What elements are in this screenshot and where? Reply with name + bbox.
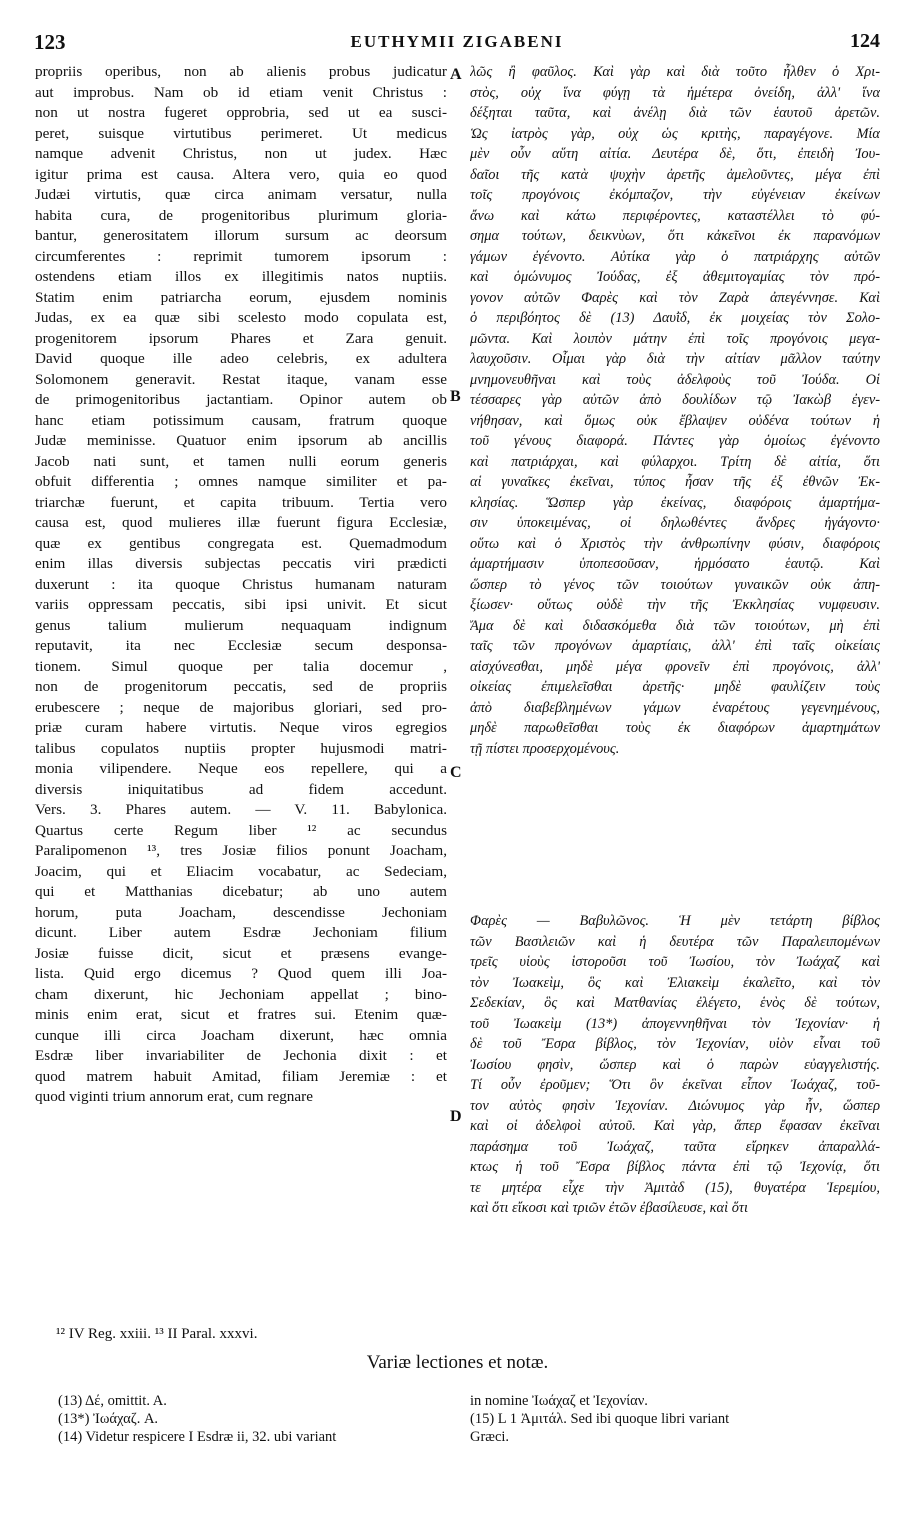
latin-text-line: quod matrem habuit Amitad, filiam Jeremiæ : et [35, 1067, 447, 1085]
notes-left-column [58, 1392, 458, 1446]
latin-text-line: Paralipomenon ¹³, tres Josiæ filios ponunt Joacham, [35, 842, 447, 859]
latin-text-line: tionem. Simul quoque per talia docemur , [35, 657, 447, 675]
greek-text-line: μηδὲ παρωθεῖσθαι τοὺς ἐκ διαφόρων ἁμαρτημάτων [470, 720, 880, 736]
greek-text-line: αἰσχύνεσθαι, μηδὲ μέγα φρονεῖν ἐπὶ προγόνοις, ἀλλ' [470, 658, 880, 675]
note-line: (15) L 1 Ἀμιτάλ. Sed ibi quoque libri variant [470, 1411, 730, 1427]
greek-text-line: τῇ πίστει προσερχομένους. [470, 740, 620, 757]
greek-text-line: τοῦ Ἰωακεὶμ (13*) ἀπογεννηθῆναι τὸν Ἰεχονίαν· ἡ [470, 1015, 880, 1032]
latin-text-line: habita cura, de progenitoribus plurimum gloria- [35, 206, 447, 224]
greek-text-line: ἄνω καὶ κάτω περιφέροντες, καταστέλλει τὸ φύ- [470, 207, 880, 224]
greek-text-line: Σεδεκίαν, ὃς καὶ Ματθανίας ἐλέγετο, ἑνὸς δὲ τούτων, [470, 995, 880, 1011]
latin-text-line: Judæi virtutis, quæ circa animam versatur, nulla [35, 186, 447, 203]
margin-marker-d: D [450, 1108, 462, 1125]
greek-text-line: τῶν Βασιλειῶν καὶ ἡ δευτέρα τῶν Παραλειπομένων [470, 933, 880, 950]
latin-text-line: monia vilipendere. Neque eos repellere, qui a [35, 760, 447, 777]
greek-text-line: παράσημα τοῦ Ἰωάχαζ, ταῦτα εἴρηκεν ἀπαραλλά- [470, 1138, 880, 1155]
greek-text-line: δέξηται ταῦτα, καὶ ἀνέλῃ διὰ τῶν ἑαυτοῦ ἀρετῶν. [470, 105, 880, 121]
greek-text-line: ὥσπερ τὸ γένος τῶν τοιούτων γυναικῶν οὐκ ἀπη- [470, 576, 880, 593]
margin-marker-c: C [450, 764, 462, 781]
latin-text-line: circumferentes : reprimit tumorem ipsorum : [35, 247, 447, 265]
latin-text-line: quod viginti trium annorum erat, cum regnare [35, 1088, 313, 1105]
latin-text-line: progenitorem ipsorum Phares et Zara genuit. [35, 329, 447, 347]
latin-text-line: dicunt. Liber autem Esdræ Jechoniam filium [35, 924, 447, 941]
latin-text-line: obfuit differentia ; omnes namque similiter et pa- [35, 473, 447, 490]
running-title: EUTHYMII ZIGABENI [350, 32, 564, 51]
greek-text-line: ταῖς τῶν προγόνων ἁμαρτίαις, ἀλλ' ἐπὶ ταῖς οἰκείαις [470, 638, 880, 654]
notes-right-column [470, 1392, 880, 1446]
greek-text-line: Φαρὲς — Βαβυλῶνος. Ἡ μὲν τετάρτη βίβλος [470, 913, 880, 929]
greek-text-line: νήθησαν, καὶ ὅμως οὐκ ἔβλαψεν οὐδένα τούτων ἡ [470, 412, 880, 429]
greek-text-line: στὸς, οὐχ ἵνα φύγῃ τὰ ἡμέτερα ὀνείδη, ἀλλ' ἵνα [470, 84, 880, 101]
greek-text-line: ἀπὸ διαβεβλημένων γάμων ἐναρέτους γεγενημένους, [470, 699, 880, 716]
greek-column-top [470, 62, 880, 759]
greek-column-bottom [470, 911, 880, 1219]
greek-text-line: οἰκείας ἐπιμελεῖσθαι ἀρετῆς· μηδὲ φαυλίζειν τοὺς [470, 679, 880, 695]
greek-text-line: τέσσαρες γὰρ αὐτῶν ἀπὸ δουλίδων τῷ Ἰακὼβ ἐγεν- [470, 392, 880, 408]
greek-text-line: τοῦ γένους διαφορά. Πάντες γὰρ ὁμοίως ἐγένοντο [470, 433, 880, 449]
margin-marker-b: B [450, 388, 461, 405]
latin-text-line: enim illas diversis subjectas peccatis viri prædicti [35, 555, 447, 572]
latin-text-line: talibus copulatos nuptiis propter hujusmodi matri- [35, 739, 447, 757]
latin-text-line: Quartus certe Regum liber ¹² ac secundus [35, 821, 447, 839]
latin-text-line: non de progenitorum peccatis, sed de propriis [35, 678, 447, 695]
latin-text-line: namque advenit Christus, non ut judex. Hæc [35, 145, 447, 162]
latin-text-line: causa est, quod mulieres illæ fuerunt figura Ecclesiæ, [35, 514, 447, 531]
greek-text-line: καὶ ὁμώνυμος Ἰούδας, ἐξ ἀθεμιτογαμίας τὸν πρό- [470, 269, 880, 285]
latin-text-line: peret, suisque virtutibus perimeret. Ut medicus [35, 124, 447, 142]
greek-text-line: μνημονευθῆναι καὶ τοὺς ἀδελφοὺς τοῦ Ἰούδα. Οἱ [470, 371, 880, 388]
greek-text-line: Τί οὖν ἐροῦμεν; Ὅτι ὃν ἐκεῖναι εἶπον Ἰωάχαζ, τοῦ- [470, 1077, 880, 1093]
greek-text-line: καὶ οἱ ἀδελφοὶ αὐτοῦ. Καὶ γὰρ, ἅπερ ἔφασαν ἐκεῖναι [470, 1118, 880, 1134]
note-line: (14) Videtur respicere I Esdræ ii, 32. ubi variant [58, 1429, 337, 1445]
greek-text-line: μῶντα. Καὶ λοιπὸν μάτην ἐπὶ τοῖς προγόνοις μεγα- [470, 330, 880, 347]
notes-title: Variæ lectiones et notæ. [366, 1352, 549, 1373]
latin-text-line: Joacim, qui et Eliacim vocabatur, ac Sedeciam, [35, 862, 447, 880]
latin-text-line: de primogenitoribus jactantiam. Opinor autem ob [35, 391, 447, 408]
latin-text-line: horum, puta Joacham, descendisse Jechoniam [35, 903, 447, 921]
latin-text-line: aut improbus. Nam ob id etiam venit Christus : [35, 83, 447, 101]
latin-text-line: genus talium mulierum nequaquam indignum [35, 616, 447, 634]
note-line: Græci. [470, 1429, 510, 1445]
greek-text-line: δαῖοι τῆς κατὰ ψυχὴν ἀρετῆς ἀμελοῦντες, μέγα ἐπὶ [470, 166, 880, 183]
latin-text-line: variis oppressam peccatis, sibi ipsi univit. Et sicut [35, 596, 447, 613]
latin-text-line: minis enim erat, sicut et fratres sui. Etenim quæ- [35, 1006, 447, 1023]
latin-text-line: non ut nostra fugeret opprobria, sed ut ea susci- [35, 104, 447, 121]
latin-text-line: Josiæ fuisse dicit, sicut et præsens evange- [35, 944, 447, 962]
footnote-references: ¹² IV Reg. xxiii. ¹³ II Paral. xxxvi. [56, 1326, 258, 1342]
latin-text-line: duxerunt : ita quoque Christus humanam naturam [35, 575, 447, 593]
greek-text-line: γάμων ἐγένοντο. Αὐτίκα γὰρ ὁ πατριάρχης αὐτῶν [470, 248, 880, 265]
latin-text-line: propriis operibus, non ab alienis probus judicatur [35, 63, 447, 80]
greek-text-line: τρεῖς υἱοὺς ἱστοροῦσι τοῦ Ἰωσίου, τὸν Ἰωάχαζ καὶ [470, 954, 880, 970]
greek-text-line: Ὡς ἰατρὸς γὰρ, οὐχ ὡς κριτὴς, παραγέγονε. Μία [470, 125, 880, 142]
greek-text-line: δὲ τοῦ Ἔσρα βίβλος, τὸν Ἰεχονίαν, υἱὸν εἶναι τοῦ [470, 1036, 880, 1052]
greek-text-line: λῶς ἢ φαῦλος. Καὶ γὰρ καὶ διὰ τοῦτο ἦλθεν ὁ Χρι- [470, 64, 880, 80]
greek-text-line: αἱ γυναῖκες ἐκεῖναι, τύπος ἦσαν τῆς ἐξ ἐθνῶν Ἐκ- [470, 474, 880, 490]
greek-text-line: τον αὐτὸς φησὶν Ἰεχονίαν. Διώνυμος γὰρ ἦν, ὥσπερ [470, 1097, 880, 1114]
greek-text-line: σημα τούτων, δεικνὺων, ὅτι κἀκεῖνοι ἐκ παρανόμων [470, 228, 880, 244]
latin-text-line: triarchæ fuerunt, et capita tribuum. Tertia vero [35, 493, 447, 511]
greek-text-line: μὲν οὖν αὕτη αἰτία. Δευτέρα δὲ, ὅτι, ἐπειδὴ Ἰου- [470, 146, 880, 162]
latin-column [35, 62, 447, 1108]
latin-text-line: Statim enim patriarcha eorum, ejusdem nominis [35, 288, 447, 306]
greek-text-line: τοῖς προγόνοις ἐκόμπαζον, τὴν εὐγένειαν ἐκείνων [470, 187, 880, 203]
latin-text-line: reputavit, ita nec Ecclesiæ secum desponsa- [35, 637, 447, 654]
latin-text-line: cham dixerunt, hic Jechoniam appellat ; bino- [35, 985, 447, 1003]
latin-text-line: bantur, generositatem illorum sursum ac deorsum [35, 227, 447, 244]
margin-marker-a: A [450, 66, 462, 83]
page-number-left: 123 [34, 30, 66, 54]
latin-text-line: priæ curam habere virtutis. Neque viros egregios [35, 719, 447, 736]
latin-text-line: erubescere ; neque de majoribus gloriari, sed pro- [35, 698, 447, 716]
latin-text-line: Judas, ex ea quæ sibi scelesto modo copulata est, [35, 309, 447, 326]
latin-text-line: Judæ meminisse. Quatuor enim ipsorum ab ancillis [35, 432, 447, 449]
latin-text-line: diversis iniquitatibus ad fidem accedunt. [35, 780, 447, 798]
latin-text-line: Esdræ liber invariabiliter de Jechonia dixit : et [35, 1047, 447, 1064]
latin-text-line: qui et Matthanias dicebatur; ab uno autem [35, 883, 447, 900]
greek-text-line: Ἰωσίου φησὶν, ὥσπερ καὶ ὁ παρὼν εὐαγγελιστής. [470, 1056, 880, 1073]
latin-text-line: lista. Quid ergo dicemus ? Quod quem illi Joa- [35, 965, 447, 982]
latin-text-line: hanc etiam potissimum causam, fratrum quoque [35, 411, 447, 429]
latin-text-line: Solomonem generavit. Restat itaque, vanam esse [35, 370, 447, 388]
greek-text-line: ἁμαρτήμασιν ὑποπεσοῦσαν, ἡρμόσατο ἑαυτῷ. Καὶ [470, 556, 880, 572]
note-line: (13*) Ἰωάχαζ. A. [58, 1411, 159, 1427]
greek-text-line: καὶ πατριάρχαι, καὶ φύλαρχοι. Τρίτη δὲ αἰτία, ὅτι [470, 453, 880, 470]
greek-text-line: λαυχοῦσιν. Οἶμαι γὰρ διὰ τὴν αἰτίαν μᾶλλον ταύτην [470, 351, 880, 367]
latin-text-line: Jacob nati sunt, et tamen nulli eorum generis [35, 452, 447, 470]
greek-text-line: ξίωσεν· οὕτως οὐδὲ τὴν τῆς Ἐκκλησίας νυμφευσιν. [470, 597, 880, 613]
latin-text-line: quæ ex gentibus congregata est. Quemadmodum [35, 534, 447, 552]
latin-text-line: David quoque ille adeo celebris, ex adultera [35, 350, 447, 367]
latin-text-line: Vers. 3. Phares autem. — V. 11. Babylonica. [35, 801, 447, 818]
greek-text-line: ὁ περιβόητος δὲ (13) Δαυῒδ, ἐκ μοιχείας τὸν Σολο- [470, 310, 880, 326]
greek-text-line: κλησίας. Ὥσπερ γὰρ ἐκείνας, διαφόροις ἁμαρτήμα- [470, 494, 880, 511]
note-line: (13) Δέ, omittit. A. [58, 1393, 167, 1409]
greek-text-line: κτως ἡ τοῦ Ἔσρα βίβλος πάντα ἐπὶ τῷ Ἰεχονίᾳ, ὅτι [470, 1159, 880, 1175]
page-number-right: 124 [850, 30, 880, 52]
greek-text-line: τὸν Ἰωακεὶμ, ὃς καὶ Ἐλιακεὶμ ἐκαλεῖτο, καὶ τὸν [470, 974, 880, 991]
latin-text-line: igitur prima est causa. Altera vero, quia eo quod [35, 165, 447, 183]
page-header [34, 30, 880, 58]
greek-text-line: τε μητέρα εἶχε τὴν Ἀμιτὰδ (15), θυγατέρα Ἱερεμίου, [470, 1179, 880, 1196]
greek-text-line: σιν ὑποκειμένας, οἱ δηλωθέντες ἄνδρες ἠγάγοντο· [470, 515, 880, 531]
greek-text-line: οὕτω καὶ ὁ Χριστὸς τὴν ἀνθρωπίνην φύσιν, διαφόροις [470, 535, 880, 552]
note-line: in nomine Ἰωάχαζ et Ἰεχονίαν. [470, 1393, 648, 1409]
latin-text-line: cunque illi circa Joacham dixerunt, hæc omnia [35, 1026, 447, 1044]
latin-text-line: ostendens etiam illos ex illegitimis natos nuptiis. [35, 268, 447, 285]
greek-text-line: γονον αὐτῶν Φαρὲς καὶ τὸν Ζαρὰ ἀπεγέννησε. Καὶ [470, 289, 880, 306]
greek-text-line: Ἅμα δὲ καὶ διδασκόμεθα διὰ τῶν τοιούτων, μὴ ἐπὶ [470, 617, 880, 634]
greek-text-line: καὶ ὅτι εἴκοσι καὶ τριῶν ἐτῶν ἐβασίλευσε, καὶ ὅτι [470, 1200, 749, 1216]
